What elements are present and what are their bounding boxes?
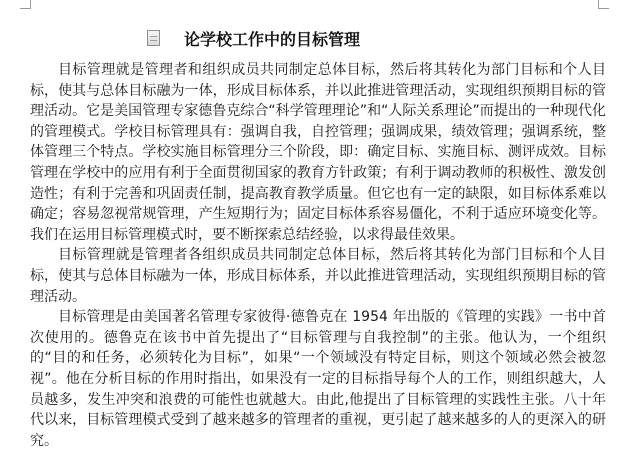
page-corner-mark-right — [598, 0, 609, 9]
paragraph-3: 目标管理是由美国著名管理专家彼得·德鲁克在 1954 年出版的《管理的实践》一书中首次使用的。德鲁克在该书中首先提出了“目标管理与自我控制”的主张。他认为，一个组织的“目的和任务，必须转化为目标”，如果“一个领域没有特定目标，则这个领域必然会被忽视”。他在分析目标的作用时指出，如果没有一定的目标指导每个人的工作，则组织越大，人员越多，发生冲突和浪费的可能性也就越大。由此,他提出了目标管理的实践性主张。八十年代以来，目标管理模式受到了越来越多的管理者的重视，更引起了越来越多的人的更深入的研究。 — [30, 309, 606, 449]
paragraph-1: 目标管理就是管理者和组织成员共同制定总体目标，然后将其转化为部门目标和个人目标，使其与总体目标融为一体，形成目标体系，并以此推进管理活动，实现组织预期目标的管理活动。它是美国管理专家德鲁克综合“科学管理理论”和“人际关系理论”而提出的一种现代化的管理模式。学校目标管理具有：强调自我，自控管理；强调成果，绩效管理；强调系统，整体管理三个特点。学校实施目标管理分三个阶段，即：确定目标、实施目标、测评成效。目标管理在学校中的应用有利于全面贯彻国家的教育方针政策；有利于调动教师的积极性、激发创造性；有利于完善和巩固责任制，提高教育教学质量。但它也有一定的缺限，如目标体系难以确定；容易忽视常规管理，产生短期行为；固定目标体系容易僵化，不利于适应环境变化等。我们在运用目标管理模式时，要不断探索总结经验，以求得最佳效果。 — [30, 62, 606, 243]
paragraph-2: 目标管理就是管理者各组织成员共同制定总体目标，然后将其转化为部门目标和个人目标，使其与总体目标融为一体，形成目标体系，并以此推进管理活动，实现组织预期目标的管理活动。 — [30, 247, 606, 305]
document-body — [30, 60, 606, 451]
title-row — [0, 28, 636, 54]
document-icon — [147, 30, 160, 46]
page-corner-mark-left — [20, 0, 31, 9]
document-title: 论学校工作中的目标管理 — [184, 30, 361, 49]
